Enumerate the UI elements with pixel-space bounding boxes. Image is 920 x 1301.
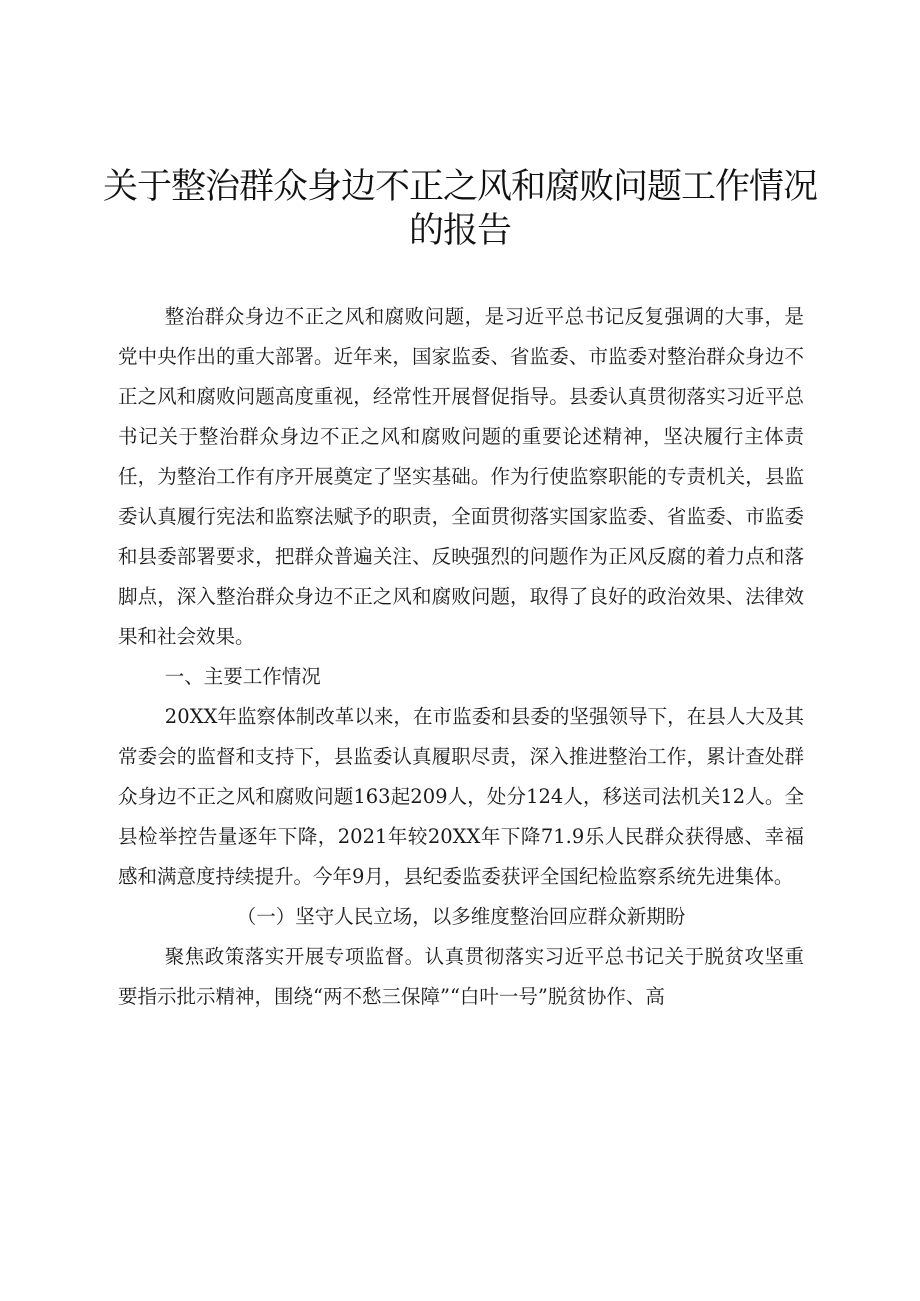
document-title: 关于整治群众身边不正之风和腐败问题工作情况的报告 [102, 167, 817, 251]
section-heading: 一、主要工作情况 [164, 665, 321, 688]
section-paragraph: 20XX年监察体制改革以来，在市监委和县委的坚强领导下，在县人大及其常委会的监督和支持下，县监委认真履职尽责，深入推进整治工作，累计查处群众身边不正之风和腐败问题163起209人，处分124人，移送司法机关12人。全县检举控告量逐年下降，2021年较20XX年下降71.9乐人民群众获得感、幸福感和满意度持续提升。今年9月，县纪委监委获评全国纪检监察系统先进集体。 [118, 705, 804, 888]
subsection-heading: （一）坚守人民立场，以多维度整治回应群众新期盼 [236, 905, 686, 928]
subsection-paragraph: 聚焦政策落实开展专项监督。认真贯彻落实习近平总书记关于脱贫攻坚重要指示批示精神，围绕“两不愁三保障”“白叶一号”脱贫协作、高 [118, 945, 804, 1008]
intro-paragraph: 整治群众身边不正之风和腐败问题，是习近平总书记反复强调的大事，是党中央作出的重大部署。近年来，国家监委、省监委、市监委对整治群众身边不正之风和腐败问题高度重视，经常性开展督促指导。县委认真贯彻落实习近平总书记关于整治群众身边不正之风和腐败问题的重要论述精神，坚决履行主体责任，为整治工作有序开展奠定了坚实基础。作为行使监察职能的专责机关，县监委认真履行宪法和监察法赋予的职责，全面贯彻落实国家监委、省监委、市监委和县委部署要求，把群众普遍关注、反映强烈的问题作为正风反腐的着力点和落脚点，深入整治群众身边不正之风和腐败问题，取得了良好的政治效果、法律效果和社会效果。 [118, 305, 804, 648]
document-body [118, 297, 804, 1017]
